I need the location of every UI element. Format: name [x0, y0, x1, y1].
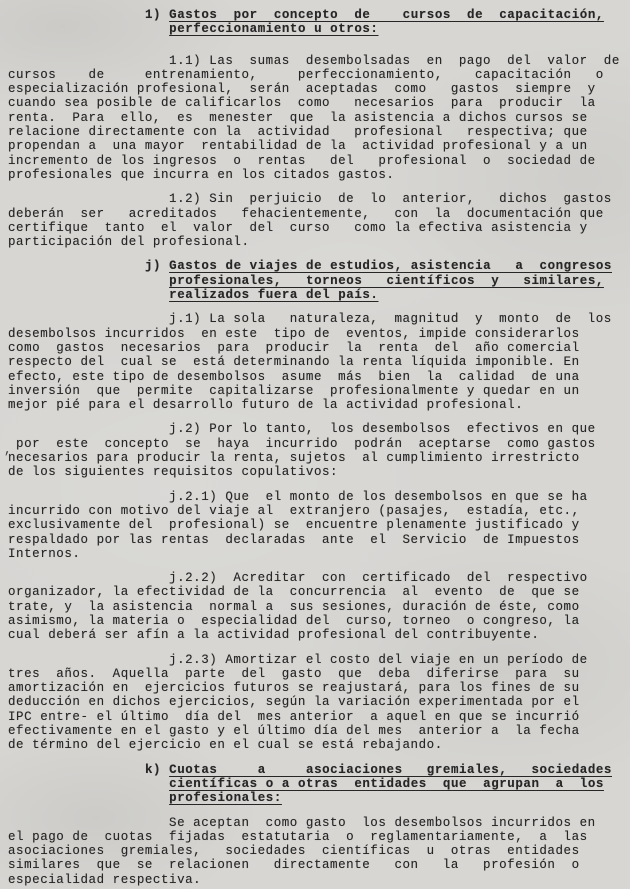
paragraph-i-2	[8, 192, 622, 249]
text-line: tres años. Aquella parte del gasto que deba diferirse para su	[8, 666, 580, 681]
heading-text: profesionales:	[169, 791, 282, 806]
text-line: IPC entre- el último día del mes anterior a aquel en que se incurrió	[8, 709, 580, 724]
item-marker	[145, 288, 169, 302]
item-marker	[145, 274, 169, 288]
text-line: incurrido con motivo del viaje al extranjero (pasajes, estadía, etc.,	[8, 503, 580, 518]
text-line: desembolsos incurridos en este tipo de eventos, impide considerarlos	[8, 326, 580, 341]
heading-text: perfeccionamiento u otros:	[169, 22, 379, 37]
text-line: especialización profesional, serán aceptadas como gastos siempre y	[8, 82, 596, 97]
heading-line	[145, 274, 622, 288]
heading-item-k	[145, 763, 622, 806]
text-line: especialidad respectiva.	[8, 872, 202, 887]
text-line: el pago de cuotas fijadas estatutaria o reglamentariamente, a las	[8, 829, 588, 844]
text-line: cuando sea posible de calificarlos como necesarios para producir la	[8, 96, 596, 111]
text-line: como gastos necesarios para producir la renta del año comercial	[8, 340, 580, 355]
paragraph-j-2	[8, 422, 622, 479]
heading-text: Gastos por concepto de cursos de capacitación,	[169, 8, 604, 22]
item-marker: j)	[145, 259, 170, 274]
text-line: deducción en dichos ejercicios, según la variación experimentada por el	[8, 695, 580, 710]
heading-text: profesionales, torneos científicos y similares,	[169, 273, 604, 288]
text-line: efecto, este tipo de desembolsos asume más bien la calidad de una	[8, 369, 580, 384]
text-line: mejor pié para el desarrollo futuro de la actividad profesional.	[8, 398, 524, 413]
text-line: de los siguientes requisitos copulativos:	[8, 465, 339, 480]
scan-artifact-mark: ,	[4, 443, 13, 457]
heading-line	[145, 288, 622, 302]
text-line: j.2) Por lo tanto, los desembolsos efectivos en que	[8, 422, 596, 437]
text-line: asociaciones gremiales, sociedades científicas u otras entidades	[8, 844, 580, 859]
heading-item-i	[145, 8, 622, 37]
text-line: j.1) La sola naturaleza, magnitud y monto de los	[8, 312, 612, 327]
text-line: Se aceptan como gasto los desembolsos incurridos en	[8, 815, 596, 830]
heading-text: realizados fuera del país.	[169, 288, 379, 303]
text-line: similares que se relacionen directamente con la profesión o	[8, 858, 580, 873]
text-line: exclusivamente del profesional) se encuentre plenamente justificado y	[8, 518, 580, 533]
item-marker: 1)	[145, 8, 170, 22]
heading-text: científicas o a otras entidades que agrupan a los	[169, 776, 604, 791]
text-line: efectivamente en el gasto y el último día del mes anterior a la fecha	[8, 724, 580, 739]
text-line: 1.1) Las sumas desembolsadas en pago del valor de	[8, 53, 620, 68]
text-line: cual deberá ser afín a la actividad profesional del contribuyente.	[8, 628, 540, 643]
heading-text: Gastos de viajes de estudios, asistencia a congresos	[169, 259, 612, 274]
text-line: trate, y la asistencia normal a sus sesiones, duración de éste, como	[8, 599, 580, 614]
heading-line	[145, 777, 622, 791]
item-marker: k)	[145, 762, 170, 777]
paragraph-j-2-2	[8, 571, 622, 642]
text-line: j.2.1) Que el monto de los desembolsos en que se ha	[8, 489, 588, 504]
text-line: inversión que permite capitalizarse profesionalmente y quedar en un	[8, 383, 580, 398]
document-body	[8, 8, 622, 887]
paragraph-j-1	[8, 312, 622, 412]
text-line: respaldado por las rentas declaradas ante el Servicio de Impuestos	[8, 532, 580, 547]
text-line: necesarios para producir la renta, sujetos al cumplimiento irrestricto	[8, 451, 580, 466]
text-line: relacione directamente con la actividad profesional respectiva; que	[8, 125, 588, 140]
text-line: renta. Para ello, es menester que la asistencia a dichos cursos se	[8, 110, 588, 125]
heading-line	[145, 259, 622, 273]
heading-item-j	[145, 259, 622, 302]
text-line: j.2.2) Acreditar con certificado del respectivo	[8, 571, 588, 586]
text-line: cursos de entrenamiento, perfeccionamiento, capacitación o	[8, 67, 604, 82]
text-line: profesionales que incurra en los citados gastos.	[8, 167, 395, 182]
paragraph-k-1	[8, 816, 622, 887]
text-line: organizador, la efectividad de la concurrencia al evento de que se	[8, 585, 580, 600]
item-marker	[145, 777, 169, 791]
text-line: amortización en ejercicios futuros se reajustará, para los fines de su	[8, 681, 580, 696]
text-line: certifique tanto el valor del curso como la efectiva asistencia y	[8, 220, 588, 235]
text-line: por este concepto se haya incurrido podrán aceptarse como gastos	[8, 436, 596, 451]
text-line: Internos.	[8, 546, 81, 561]
heading-line	[145, 763, 622, 777]
text-line: asimismo, la materia o especialidad del curso, torneo o congreso, la	[8, 613, 580, 628]
text-line: respecto del cual se está determinando la renta líquida imponible. En	[8, 355, 580, 370]
heading-line	[145, 791, 622, 805]
text-line: deberán ser acreditados fehacientemente, con la documentación que	[8, 206, 604, 221]
text-line: j.2.3) Amortizar el costo del viaje en un período de	[8, 652, 588, 667]
text-line: 1.2) Sin perjuicio de lo anterior, dichos gastos	[8, 192, 612, 207]
paragraph-j-2-3	[8, 653, 622, 753]
paragraph-j-2-1	[8, 490, 622, 561]
item-marker	[145, 791, 169, 805]
heading-line	[145, 8, 622, 22]
heading-text: Cuotas a asociaciones gremiales, sociedades	[169, 762, 612, 777]
text-line: de término del ejercicio en el cual se está rebajando.	[8, 738, 443, 753]
item-marker	[145, 22, 169, 36]
text-line: propendan a una mayor rentabilidad de la actividad profesional y a un	[8, 139, 588, 154]
paragraph-i-1	[8, 54, 622, 183]
heading-line	[145, 22, 622, 36]
text-line: incremento de los ingresos o rentas del profesional o sociedad de	[8, 153, 596, 168]
text-line: participación del profesional.	[8, 235, 250, 250]
